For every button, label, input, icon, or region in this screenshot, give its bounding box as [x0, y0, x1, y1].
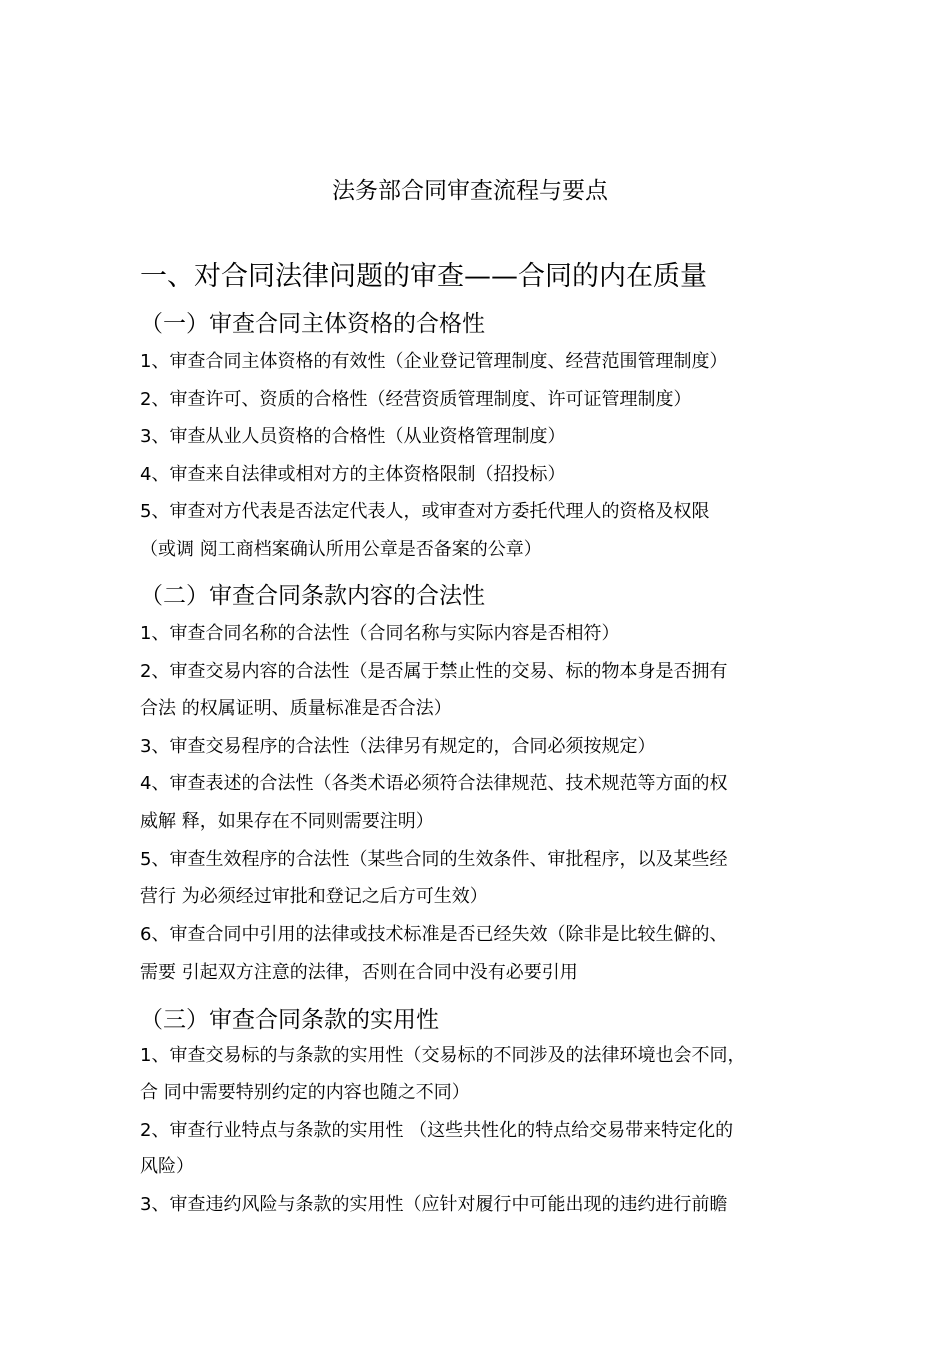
paragraph-line: 1、审查合同名称的合法性（合同名称与实际内容是否相符）	[140, 623, 620, 644]
subsection-heading-2: （二）审查合同条款内容的合法性	[140, 583, 485, 609]
section-heading-1: 一、对合同法律问题的审查——合同的内在质量	[140, 261, 707, 292]
paragraph-line: 2、审查交易内容的合法性（是否属于禁止性的交易、标的物本身是否拥有	[140, 661, 728, 682]
paragraph-line: 营行 为必须经过审批和登记之后方可生效）	[140, 886, 488, 907]
paragraph-line: 1、审查合同主体资格的有效性（企业登记管理制度、经营范围管理制度）	[140, 351, 728, 372]
document-title: 法务部合同审查流程与要点	[332, 178, 608, 204]
paragraph-line: 2、审查行业特点与条款的实用性 （这些共性化的特点给交易带来特定化的	[140, 1120, 734, 1141]
paragraph-line: 3、审查违约风险与条款的实用性（应针对履行中可能出现的违约进行前瞻	[140, 1194, 728, 1215]
paragraph-line: 2、审查许可、资质的合格性（经营资质管理制度、许可证管理制度）	[140, 389, 692, 410]
paragraph-line: 3、审查从业人员资格的合格性（从业资格管理制度）	[140, 426, 566, 447]
paragraph-line: 合法 的权属证明、质量标准是否合法）	[140, 698, 452, 719]
subsection-heading-3: （三）审查合同条款的实用性	[140, 1007, 439, 1033]
paragraph-line: 4、审查表述的合法性（各类术语必须符合法律规范、技术规范等方面的权	[140, 773, 728, 794]
paragraph-line: 3、审查交易程序的合法性（法律另有规定的，合同必须按规定）	[140, 736, 656, 757]
paragraph-line: 合 同中需要特别约定的内容也随之不同）	[140, 1082, 470, 1103]
paragraph-line: 5、审查生效程序的合法性（某些合同的生效条件、审批程序，以及某些经	[140, 849, 728, 870]
paragraph-line: 5、审查对方代表是否法定代表人，或审查对方委托代理人的资格及权限	[140, 501, 710, 522]
paragraph-line: （或调 阅工商档案确认所用公章是否备案的公章）	[140, 539, 542, 560]
paragraph-line: 威解 释，如果存在不同则需要注明）	[140, 811, 434, 832]
paragraph-line: 需要 引起双方注意的法律，否则在合同中没有必要引用	[140, 962, 578, 983]
paragraph-line: 1、审查交易标的与条款的实用性（交易标的不同涉及的法律环境也会不同，	[140, 1045, 746, 1066]
paragraph-line: 4、审查来自法律或相对方的主体资格限制（招投标）	[140, 464, 566, 485]
paragraph-line: 风险）	[140, 1156, 194, 1177]
paragraph-line: 6、审查合同中引用的法律或技术标准是否已经失效（除非是比较生僻的、	[140, 924, 728, 945]
subsection-heading-1: （一）审查合同主体资格的合格性	[140, 311, 485, 337]
